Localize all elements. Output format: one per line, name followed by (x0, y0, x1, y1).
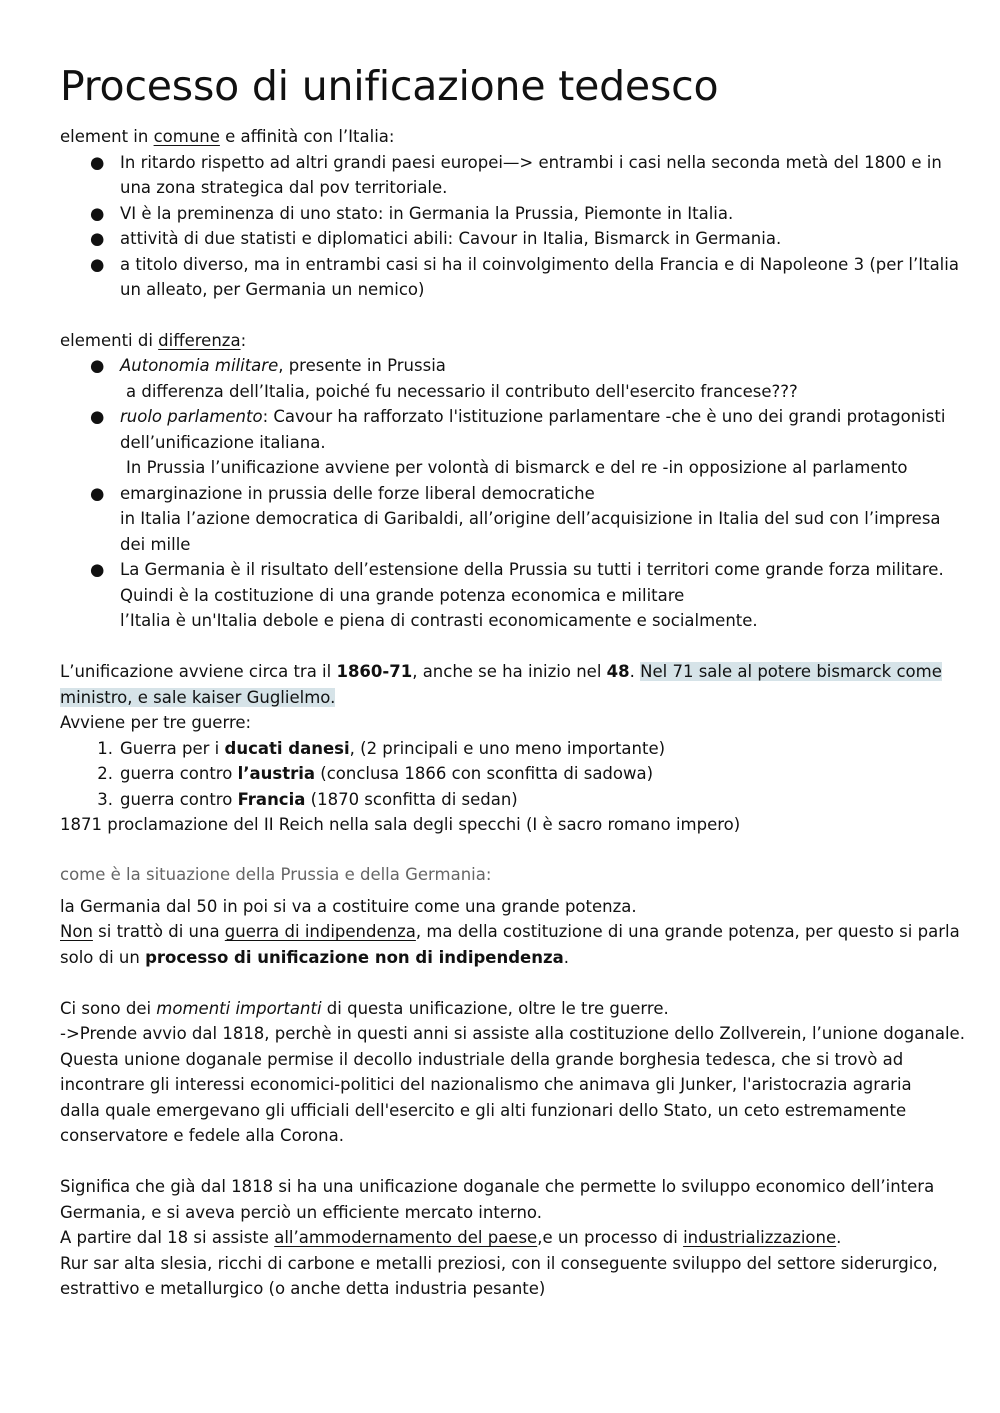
list-item: emarginazione in prussia delle forze liberal democratiche (120, 484, 595, 503)
list-number: 1. (97, 739, 113, 758)
paragraph-line: la Germania dal 50 in poi si va a costituire come una grande potenza. (60, 897, 637, 916)
war-item: Guerra per i ducati danesi, (2 principali e uno meno importante) (120, 739, 666, 758)
list-item-continuation: un alleato, per Germania un nemico) (120, 280, 425, 299)
highlighted-text: ministro, e sale kaiser Guglielmo. (60, 688, 336, 707)
list-item: In ritardo rispetto ad altri grandi paesi europei—> entrambi i casi nella seconda metà del 1800 e in (120, 153, 942, 172)
paragraph-line: dalla quale emergevano gli ufficiali dell'esercito e gli alti funzionari dello Stato, un ceto estremamente (60, 1101, 907, 1120)
bullet-icon: ● (90, 204, 105, 223)
section-subtitle: come è la situazione della Prussia e della Germania: (60, 865, 492, 884)
list-item: Autonomia militare, presente in Prussia (120, 356, 446, 375)
list-item-continuation: a differenza dell’Italia, poiché fu necessario il contributo dell'esercito francese??? (126, 382, 798, 401)
paragraph-line: incontrare gli interessi economici-politici del nazionalismo che animava gli Junker, l'aristocrazia agraria (60, 1075, 912, 1094)
paragraph-line: solo di un processo di unificazione non di indipendenza. (60, 948, 569, 967)
list-item-continuation: in Italia l’azione democratica di Garibaldi, all’origine dell’acquisizione in Italia del sud con l’impresa (120, 509, 941, 528)
list-item: attività di due statisti e diplomatici abili: Cavour in Italia, Bismarck in Germania. (120, 229, 782, 248)
highlighted-line (60, 685, 335, 710)
paragraph-line: conservatore e fedele alla Corona. (60, 1126, 344, 1145)
bullet-icon: ● (90, 356, 105, 375)
unification-dates-line: L’unificazione avviene circa tra il 1860-71, anche se ha inizio nel 48. Nel 71 sale al potere bismarck come (60, 662, 942, 681)
paragraph-line: ->Prende avvio dal 1818, perchè in questi anni si assiste alla costituzione dello Zollverein, l’unione doganale. (60, 1024, 965, 1043)
paragraph-line: Questa unione doganale permise il decollo industriale della grande borghesia tedesca, che si trovò ad (60, 1050, 904, 1069)
list-item-continuation: una zona strategica dal pov territoriale. (120, 178, 448, 197)
bullet-icon: ● (90, 255, 105, 274)
list-item-continuation: dell’unificazione italiana. (120, 433, 326, 452)
war-item: guerra contro l’austria (conclusa 1866 con sconfitta di sadowa) (120, 764, 654, 783)
bullet-icon: ● (90, 407, 105, 426)
paragraph-line: Rur sar alta slesia, ricchi di carbone e metalli preziosi, con il conseguente sviluppo del settore siderurgico, (60, 1254, 938, 1273)
bullet-icon: ● (90, 560, 105, 579)
bullet-icon: ● (90, 153, 105, 172)
section1-intro: element in comune e affinità con l’Italia: (60, 127, 395, 146)
bullet-icon: ● (90, 229, 105, 248)
list-item: a titolo diverso, ma in entrambi casi si ha il coinvolgimento della Francia e di Napoleone 3 (per l’Italia (120, 255, 959, 274)
list-item-continuation: l’Italia è un'Italia debole e piena di contrasti economicamente e socialmente. (120, 611, 758, 630)
list-item: VI è la preminenza di uno stato: in Germania la Prussia, Piemonte in Italia. (120, 204, 734, 223)
wars-intro: Avviene per tre guerre: (60, 713, 252, 732)
list-item: La Germania è il risultato dell’estensione della Prussia su tutti i territori come grande forza militare. (120, 560, 944, 579)
paragraph-line: Ci sono dei momenti importanti di questa unificazione, oltre le tre guerre. (60, 999, 669, 1018)
paragraph-line: estrattivo e metallurgico (o anche detta industria pesante) (60, 1279, 546, 1298)
highlighted-text: Nel 71 sale al potere bismarck come (640, 662, 942, 681)
paragraph-line: A partire dal 18 si assiste all’ammodernamento del paese,e un processo di industrializzazione. (60, 1228, 842, 1247)
war-item: guerra contro Francia (1870 sconfitta di sedan) (120, 790, 518, 809)
paragraph-line: Germania, e si aveva perciò un efficiente mercato interno. (60, 1203, 542, 1222)
list-number: 3. (97, 790, 113, 809)
bullet-icon: ● (90, 484, 105, 503)
section2-intro: elementi di differenza: (60, 331, 247, 350)
paragraph-line: Non si trattò di una guerra di indipendenza, ma della costituzione di una grande potenza, per questo si parla (60, 922, 960, 941)
list-item-continuation: In Prussia l’unificazione avviene per volontà di bismarck e del re -in opposizione al parlamento (126, 458, 908, 477)
list-item-continuation: Quindi è la costituzione di una grande potenza economica e militare (120, 586, 685, 605)
page-title: Processo di unificazione tedesco (60, 62, 719, 110)
list-number: 2. (97, 764, 113, 783)
list-item: ruolo parlamento: Cavour ha rafforzato l'istituzione parlamentare -che è uno dei grandi protagonisti (120, 407, 946, 426)
underlined-word: differenza (158, 331, 241, 350)
underlined-word: comune (153, 127, 220, 146)
reich-line: 1871 proclamazione del II Reich nella sala degli specchi (I è sacro romano impero) (60, 815, 741, 834)
paragraph-line: Significa che già dal 1818 si ha una unificazione doganale che permette lo sviluppo economico dell’intera (60, 1177, 935, 1196)
list-item-continuation: dei mille (120, 535, 191, 554)
